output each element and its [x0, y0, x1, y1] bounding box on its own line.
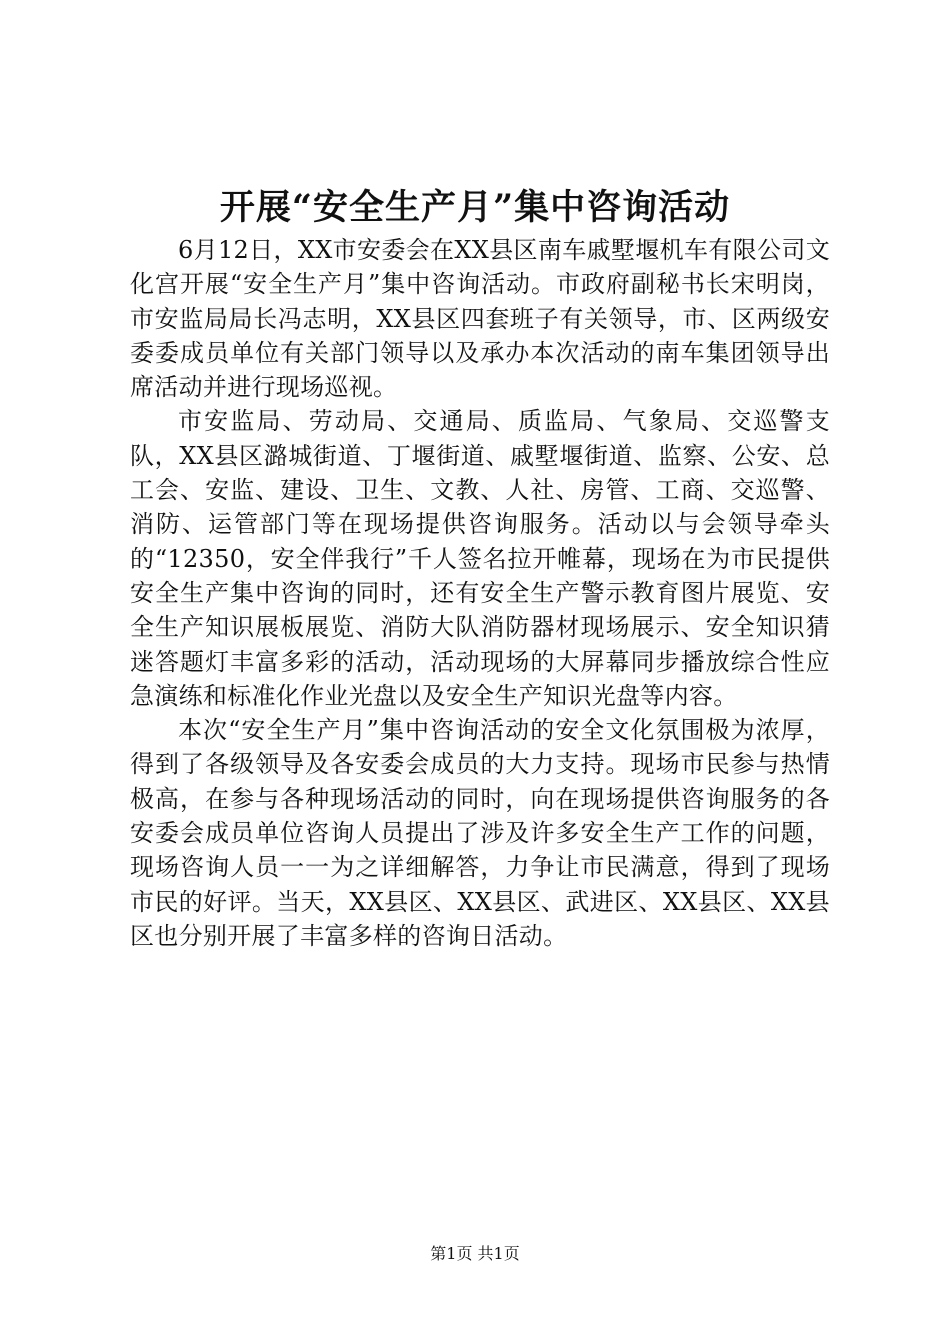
paragraph-3: 本次“安全生产月”集中咨询活动的安全文化氛围极为浓厚，得到了各级领导及各安委会成员的大力支持。现场市民参与热情极高，在参与各种现场活动的同时，向在现场提供咨询服务的各安委会成员单位咨询人员提出了涉及许多安全生产工作的问题，现场咨询人员一一为之详细解答，力争让市民满意，得到了现场市民的好评。当天，XX县区、XX县区、武进区、XX县区、XX县区也分别开展了丰富多样的咨询日活动。: [130, 716, 830, 950]
document-title: 开展“安全生产月”集中咨询活动: [219, 187, 731, 228]
paragraph-1: 6月12日，XX市安委会在XX县区南车戚墅堰机车有限公司文化宫开展“安全生产月”集中咨询活动。市政府副秘书长宋明岗，市安监局局长冯志明，XX县区四套班子有关领导，市、区两级安委委成员单位有关部门领导以及承办本次活动的南车集团领导出席活动并进行现场巡视。: [130, 236, 830, 402]
paragraph-2: 市安监局、劳动局、交通局、质监局、气象局、交巡警支队，XX县区潞城街道、丁堰街道、戚墅堰街道、监察、公安、总工会、安监、建设、卫生、文教、人社、房管、工商、交巡警、消防、运管部门等在现场提供咨询服务。活动以与会领导牵头的“12350，安全伴我行”千人签名拉开帷幕，现场在为市民提供安全生产集中咨询的同时，还有安全生产警示教育图片展览、安全生产知识展板展览、消防大队消防器材现场展示、安全知识猜迷答题灯丰富多彩的活动，活动现场的大屏幕同步播放综合性应急演练和标准化作业光盘以及安全生产知识光盘等内容。: [130, 407, 830, 710]
document-body: [130, 233, 830, 953]
page-footer: 第1页 共1页: [430, 1244, 520, 1263]
